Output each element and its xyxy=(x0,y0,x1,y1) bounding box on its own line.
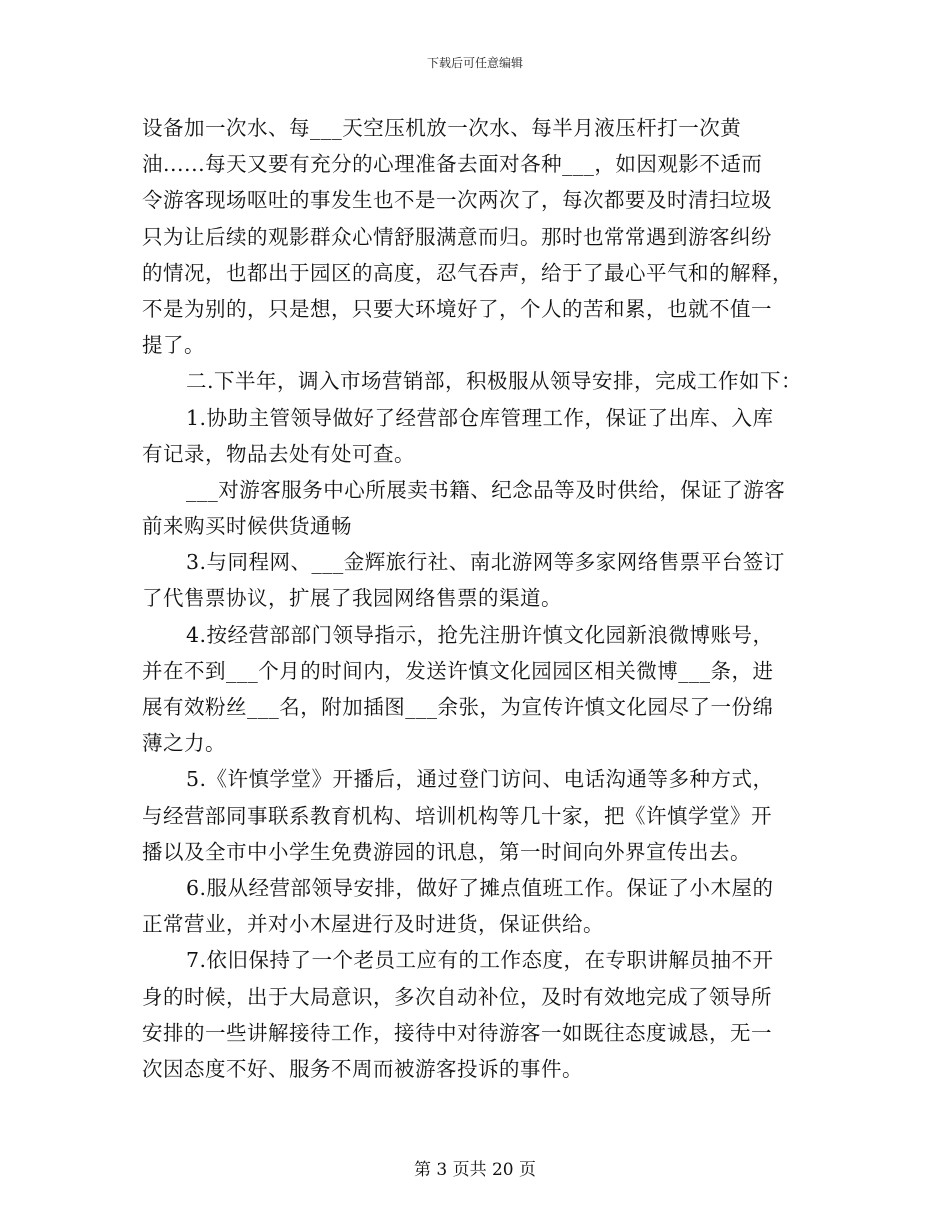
text-line: 展有效粉丝___名，附加插图___余张，为宣传许慎文化园尽了一份绵 xyxy=(142,695,774,719)
page-footer: 第 3 页共 20 页 xyxy=(413,1160,537,1180)
text-line: 薄之力。 xyxy=(142,731,226,756)
text-line: 不是为别的，只是想，只要大环境好了，个人的苦和累，也就不值一 xyxy=(142,296,772,321)
text-line: 身的时候，出于大局意识，多次自动补位，及时有效地完成了领导所 xyxy=(142,984,772,1009)
text-line: 播以及全市中小学生免费游园的讯息，第一时间向外界宣传出去。 xyxy=(142,839,751,864)
page-header: 下载后可任意编辑 xyxy=(426,56,523,70)
text-line: 令游客现场呕吐的事发生也不是一次两次了，每次都要及时清扫垃圾 xyxy=(142,188,772,213)
text-line: 7.依旧保持了一个老员工应有的工作态度，在专职讲解员抽不开 xyxy=(186,948,774,973)
text-line: 安排的一些讲解接待工作，接待中对待游客一如既往态度诚恳，无一 xyxy=(142,1020,772,1045)
text-line: 只为让后续的观影群众心情舒服满意而归。那时也常常遇到游客纠纷 xyxy=(142,224,772,249)
text-line: 前来购买时候供货通畅 xyxy=(142,514,352,539)
text-line: 设备加一次水、每___天空压机放一次水、每半月液压杆打一次黄 xyxy=(142,116,742,140)
document-body xyxy=(142,110,810,1087)
text-line: 4.按经营部部门领导指示，抢先注册许慎文化园新浪微博账号， xyxy=(186,622,774,647)
text-line: 1.协助主管领导做好了经营部仓库管理工作，保证了出库、入库 xyxy=(186,405,774,430)
text-line: 3.与同程网、___金辉旅行社、南北游网等多家网络售票平台签订 xyxy=(186,550,785,575)
text-line: 并在不到___个月的时间内，发送许慎文化园园区相关微博___条，进 xyxy=(142,658,774,683)
text-line: 5.《许慎学堂》开播后，通过登门访问、电话沟通等多种方式， xyxy=(186,767,774,792)
text-line: ___对游客服务中心所展卖书籍、纪念品等及时供给，保证了游客 xyxy=(186,477,786,502)
text-line: 与经营部同事联系教育机构、培训机构等几十家，把《许慎学堂》开 xyxy=(142,803,772,828)
text-line: 的情况，也都出于园区的高度，忍气吞声，给于了最心平气和的解释， xyxy=(142,260,793,285)
text-line: 次因态度不好、服务不周而被游客投诉的事件。 xyxy=(142,1056,583,1081)
text-line: 6.服从经营部领导安排，做好了摊点值班工作。保证了小木屋的 xyxy=(186,875,774,900)
text-line: 了代售票协议，扩展了我园网络售票的渠道。 xyxy=(142,586,562,611)
text-line: 正常营业，并对小木屋进行及时进货，保证供给。 xyxy=(142,912,604,937)
text-line: 提了。 xyxy=(142,333,205,358)
text-line: 油......每天又要有充分的心理准备去面对各种___，如因观影不适而 xyxy=(142,152,763,177)
text-line: 二.下半年，调入市场营销部，积极服从领导安排，完成工作如下： xyxy=(186,369,803,394)
text-line: 有记录，物品去处有处可查。 xyxy=(142,441,415,466)
